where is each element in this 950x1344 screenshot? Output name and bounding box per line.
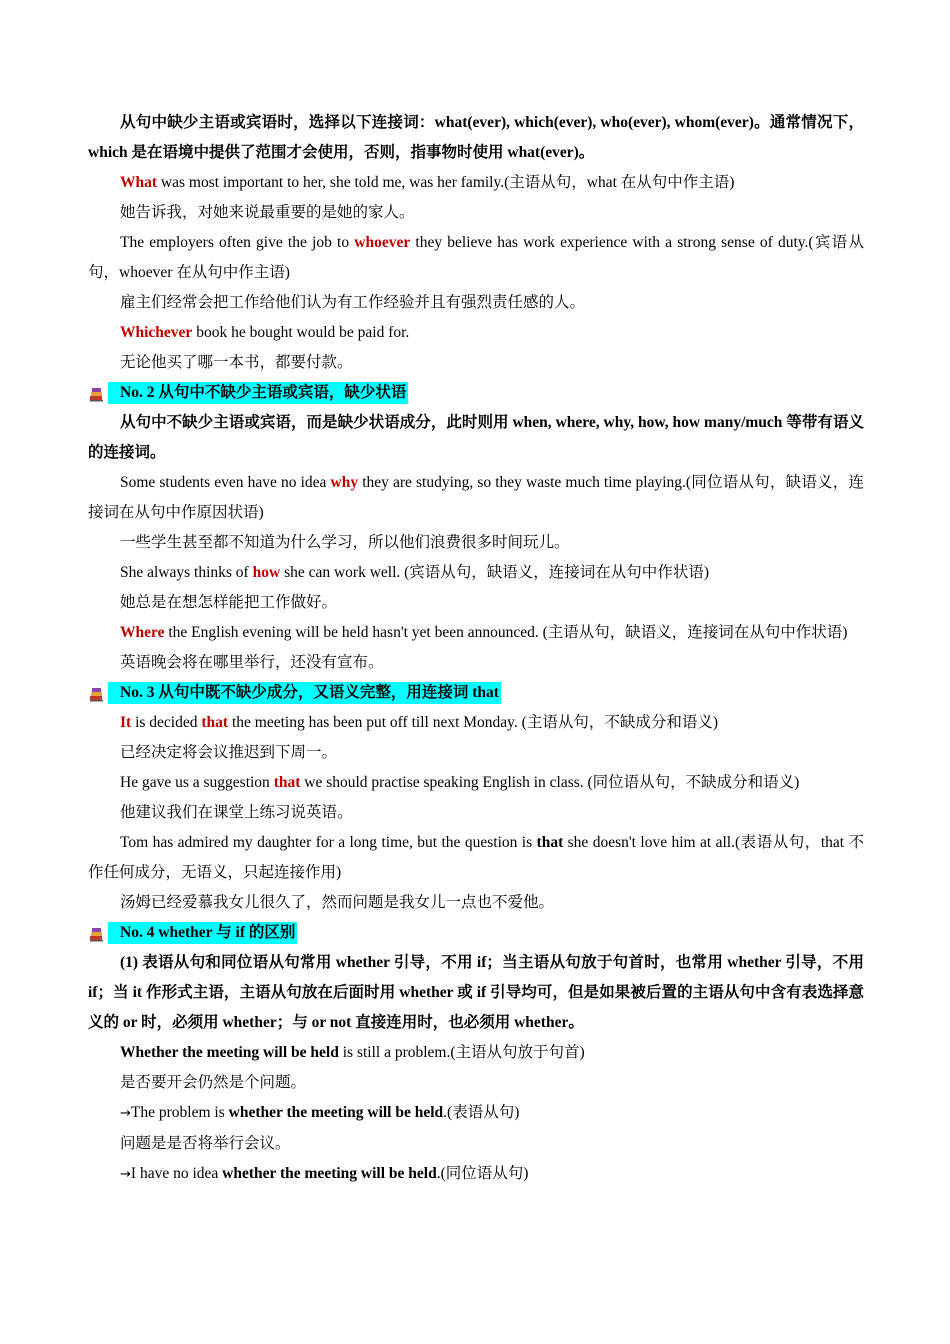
example-4: Some students even have no idea why they are studying, so they waste much time playing.(同位语从句，缺语义，连接词在从句中作原因状语) <box>88 474 864 521</box>
keyword: why <box>330 474 359 491</box>
keyword: that <box>273 774 301 791</box>
section-heading-2: No. 2 从句中不缺少主语或宾语，缺少状语 <box>88 378 864 408</box>
keyword: What <box>120 174 158 191</box>
translation-10: 是否要开会仍然是个问题。 <box>120 1074 307 1091</box>
translation-3: 无论他买了哪一本书，都要付款。 <box>120 354 353 371</box>
books-icon <box>88 684 108 702</box>
translation-2: 雇主们经常会把工作给他们认为有工作经验并且有强烈责任感的人。 <box>120 294 586 311</box>
arrow-icon: → <box>120 1167 131 1182</box>
keyword: how <box>252 564 281 581</box>
keyword: whether the meeting will be held <box>228 1104 444 1121</box>
rule-2: 从句中不缺少主语或宾语，而是缺少状语成分，此时则用 when, where, why, how, how many/much 等带有语义的连接词。 <box>88 414 864 461</box>
keyword: whether the meeting will be held <box>222 1165 437 1182</box>
keyword: that <box>201 714 229 731</box>
intro-rule: 从句中缺少主语或宾语时，选择以下连接词：what(ever), which(ever), who(ever), whom(ever)。通常情况下，which 是在语境中提供了范围才会使用，否则，指事物时使用 what(ever)。 <box>88 114 864 161</box>
translation-4: 一些学生甚至都不知道为什么学习，所以他们浪费很多时间玩儿。 <box>120 534 570 551</box>
books-icon <box>88 384 108 402</box>
keyword: Whether the meeting will be held <box>120 1044 339 1061</box>
translation-1: 她告诉我，对她来说最重要的是她的家人。 <box>120 204 415 221</box>
translation-8: 他建议我们在课堂上练习说英语。 <box>120 804 353 821</box>
translation-5: 她总是在想怎样能把工作做好。 <box>120 594 338 611</box>
example-7: It is decided that the meeting has been put off till next Monday. (主语从句，不缺成分和语义) <box>120 714 718 731</box>
example-2: The employers often give the job to whoever they believe has work experience with a strong sense of duty.(宾语从句，whoever 在从句中作主语) <box>88 234 864 281</box>
example-1: What was most important to her, she told me, was her family.(主语从句，what 在从句中作主语) <box>120 174 735 191</box>
section-heading-3: No. 3 从句中既不缺少成分，又语义完整，用连接词 that <box>88 678 864 708</box>
example-11: →The problem is whether the meeting will be held.(表语从句) <box>120 1104 520 1121</box>
document-page <box>88 108 864 1190</box>
arrow-icon: → <box>120 1106 131 1121</box>
example-9: Tom has admired my daughter for a long time, but the question is that she doesn't love him at all.(表语从句，that 不作任何成分，无语义，只起连接作用) <box>88 834 864 881</box>
section-heading-4: No. 4 whether 与 if 的区别 <box>88 918 864 948</box>
rule-4: (1) 表语从句和同位语从句常用 whether 引导，不用 if；当主语从句放于句首时，也常用 whether 引导，不用 if；当 it 作形式主语，主语从句放在后面时用 whether 或 if 引导均可，但是如果被后置的主语从句中含有表选择意义的 or 时，必须用 whether；与 or not 直接连用时，也必须用 whether。 <box>88 954 864 1031</box>
example-10: Whether the meeting will be held is still a problem.(主语从句放于句首) <box>120 1044 585 1061</box>
keyword: Whichever <box>120 324 193 341</box>
example-3: Whichever book he bought would be paid for. <box>120 324 410 341</box>
translation-9: 汤姆已经爱慕我女儿很久了，然而问题是我女儿一点也不爱他。 <box>120 894 555 911</box>
keyword: whoever <box>354 234 411 251</box>
translation-6: 英语晚会将在哪里举行，还没有宣布。 <box>120 654 384 671</box>
keyword: It <box>120 714 132 731</box>
books-icon <box>88 924 108 942</box>
keyword: Where <box>120 624 165 641</box>
example-6: Where the English evening will be held hasn't yet been announced. (主语从句，缺语义，连接词在从句中作状语) <box>120 624 848 641</box>
translation-7: 已经决定将会议推迟到下周一。 <box>120 744 338 761</box>
translation-11: 问题是是否将举行会议。 <box>120 1135 291 1152</box>
example-12: →I have no idea whether the meeting will be held.(同位语从句) <box>120 1165 529 1182</box>
example-8: He gave us a suggestion that we should practise speaking English in class. (同位语从句，不缺成分和语义) <box>120 774 800 791</box>
example-5: She always thinks of how she can work well. (宾语从句，缺语义，连接词在从句中作状语) <box>120 564 709 581</box>
keyword: that <box>536 834 564 851</box>
